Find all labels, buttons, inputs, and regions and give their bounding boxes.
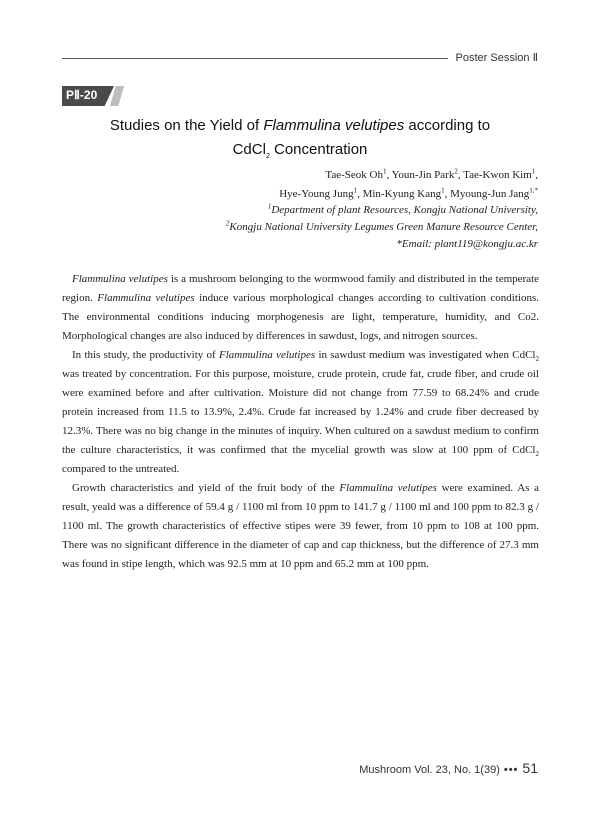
author-sup: 1 <box>531 167 536 176</box>
author-sup: 1,* <box>529 186 538 195</box>
paragraph-text: compared to the untreated. <box>62 463 180 475</box>
page-number: 51 <box>522 760 538 776</box>
paragraph-text: In this study, the productivity of <box>72 349 219 361</box>
header-rule <box>62 58 448 59</box>
subscript: 2 <box>535 450 539 459</box>
affiliations <box>226 202 538 253</box>
species-name: Flammulina velutipes <box>339 482 437 494</box>
title-line2-sub: 2 <box>265 153 270 160</box>
affiliation-text: Kongju National University Legumes Green Manure Resource Center, <box>229 221 538 233</box>
contact-email: *Email: plant119@kongju.ac.kr <box>396 238 538 250</box>
author-list <box>279 166 538 204</box>
title-line2-pre: CdCl <box>232 141 266 158</box>
species-name: Flammulina velutipes <box>219 349 316 361</box>
title-line2-post: Concentration <box>269 141 368 158</box>
affiliation-sup: 2 <box>225 219 230 228</box>
paragraph-text: is a mushroom belonging to the wormwood family and distributed in the temperate region. <box>62 273 540 304</box>
author-name: Youn-Jin Park <box>391 169 455 181</box>
author-line-1: Tae-Seok Oh$^1$, Youn-Jin Park$^2$, Tae-Kwon Kim$^1$, <box>325 167 538 181</box>
abstract-body <box>62 270 539 574</box>
paragraph-3 <box>62 479 539 574</box>
author-sup: 1 <box>441 186 445 195</box>
subscript: 2 <box>535 355 539 364</box>
title-species: Flammulina velutipes <box>263 117 405 134</box>
affiliation-text: Department of plant Resources, Kongju National University, <box>271 204 538 216</box>
species-name: Flammulina velutipes <box>72 273 168 285</box>
affiliation-2 <box>226 219 538 236</box>
footer-dots: ••• <box>503 764 519 776</box>
author-name: Tae-Kwon Kim <box>463 169 532 181</box>
author-sup: 1 <box>383 167 387 176</box>
page-footer <box>359 760 538 776</box>
affiliation-sup: 1 <box>267 202 272 211</box>
author-line-2: Hye-Young Jung$^1$, Min-Kyung Kang$^1$, Myoung-Jun Jang$^{1,*}$ <box>279 186 538 200</box>
author-sup: 1 <box>353 186 358 195</box>
paper-title <box>80 114 520 162</box>
affiliation-1 <box>226 202 538 219</box>
title-pre: Studies on the Yield of <box>109 117 264 134</box>
paragraph-text: were examined. As a result, yeald was a difference of 59.4 g / 1100 ml from 10 ppm to 141.7 g / 1100 ml and 100 ppm to 82.3 g / 1100 ml. The growth characteristics of effective stipes were 39 fewer, from 10 ppm to 108 at 100 ppm. There was no significant difference in the diameter of cap and cap thickness, but the difference of 27.3 mm was found in stipe length, which was 92.5 mm at 10 ppm and 65.2 mm at 100 ppm. <box>62 482 539 570</box>
author-name: Min-Kyung Kang <box>362 188 442 200</box>
session-label: Poster Session Ⅱ <box>455 52 538 64</box>
species-name: Flammulina velutipes <box>97 292 195 304</box>
title-post: according to <box>404 117 491 134</box>
author-name: Tae-Seok Oh <box>325 169 383 181</box>
author-sup: 2 <box>454 167 458 176</box>
poster-badge <box>62 86 124 106</box>
author-name: Myoung-Jun Jang <box>450 188 530 200</box>
paragraph-text: in sawdust medium was investigated when CdCl <box>315 349 536 361</box>
paragraph-text: was treated by concentration. For this purpose, moisture, crude protein, crude fat, crude fiber, and crude oil were examined before and after cultivation. Moisture did not change from 77.59 to 68.24% and crude protein increased from 11.5 to 13.9%, 2.4%. Crude fat increased by 1.24% and crude fiber decreased by 12.3%. There was no big change in the minutes of inquiry. When cultured on a sawdust medium to confirm the culture characteristics, it was confirmed that the mycelial growth was slow at 100 ppm of CdCl <box>62 368 539 456</box>
paragraph-2 <box>62 346 539 479</box>
paragraph-text: induce various morphological changes according to cultivation conditions. The environmental conditions inducing morphogenesis are light, temperature, humidity, and Co2. Morphological changes are also induced by differences in sawdust, logs, and nitrogen sources. <box>62 292 539 342</box>
paragraph-text: Growth characteristics and yield of the fruit body of the <box>72 482 340 494</box>
author-name: Hye-Young Jung <box>279 188 354 200</box>
journal-citation: Mushroom Vol. 23, No. 1(39) <box>359 764 500 776</box>
paragraph-1 <box>62 270 539 346</box>
badge-label: PⅡ-20 <box>66 88 98 102</box>
